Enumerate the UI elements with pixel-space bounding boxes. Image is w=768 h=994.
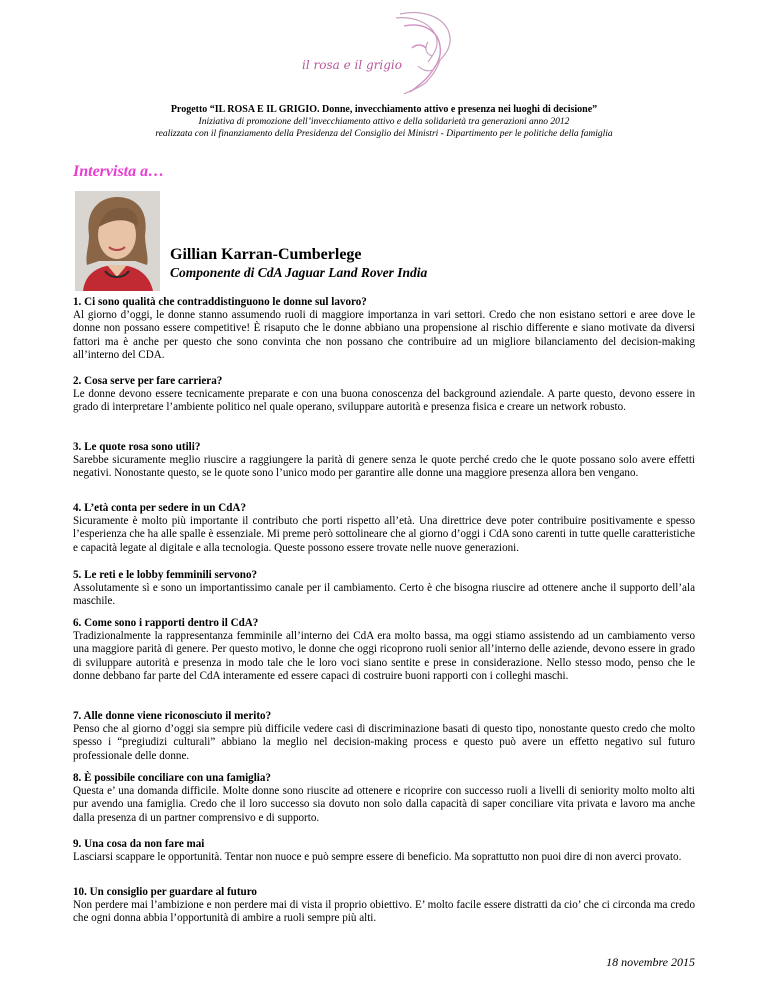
qa-block [73, 569, 695, 609]
answer: Non perdere mai l’ambizione e non perdere mai di vista il proprio obiettivo. E’ molto facile essere distratti da cio’ che ci circonda ma credo che ogni donna abbia l’opportunità di ambire a ruoli sempre più alti. [73, 899, 695, 925]
project-funding-note: realizzata con il finanziamento della Presidenza del Consiglio dei Ministri - Dipartimento per le politiche della famiglia [155, 129, 613, 139]
answer: Tradizionalmente la rappresentanza femminile all’interno dei CdA era molto bassa, ma oggi stiamo assistendo ad un cambiamento verso una maggiore parità di genere. Per questo motivo, le donne che oggi ricoprono ruoli senior all’interno delle aziende, devono essere in grado di sviluppare autorità e presenza in modo tale che le loro voci siano sentite e prese in considerazione. Nello stesso modo, penso che le donne debbano far parte del CdA interamente ed essere capaci di costruire buoni rapporti con i colleghi maschi. [73, 630, 695, 682]
qa-block [73, 710, 695, 763]
question: 9. Una cosa da non fare mai [73, 838, 205, 850]
qa-block [73, 838, 695, 864]
answer: Sicuramente è molto più importante il contributo che porti rispetto all’età. Una direttrice deve poter contribuire positivamente e spesso l’esperienza che ha alle spalle è essenziale. Mi preme però sottolineare che al giorno d’oggi i CdA sono carenti in tutte quelle caratteristiche e capacità legate al digitale e alla tecnologia. Queste possono essere trovate nelle nuove generazioni. [73, 515, 695, 554]
answer: Al giorno d’oggi, le donne stanno assumendo ruoli di maggiore importanza in vari settori. Credo che non esistano settori e aree dove le donne non possano essere competitive! È risaputo che le donne abbiano una propensione al rischio differente e siano motivate da diversi fattori ma è anche per questo che sono convinta che non possano che contribuire ad un migliore bilanciamento del decision-making all’interno del CDA. [73, 309, 695, 361]
question: 6. Come sono i rapporti dentro il CdA? [73, 617, 259, 629]
question: 10. Un consiglio per guardare al futuro [73, 886, 257, 898]
answer: Penso che al giorno d’oggi sia sempre più difficile vedere casi di discriminazione basati di questo tipo, nonostante questo credo che molto spesso i “pregiudizi culturali” abbiano la meglio nel decision-making process e questo può avere un effetto negativo sul futuro professionale delle donne. [73, 723, 695, 762]
document-date: 18 novembre 2015 [606, 955, 695, 969]
question: 8. È possibile conciliare con una famiglia? [73, 772, 271, 784]
interviewee-name: Gillian Karran-Cumberlege [170, 246, 362, 263]
answer: Lasciarsi scappare le opportunità. Tentar non nuoce e può sempre essere di beneficio. Ma soprattutto non puoi dire di non averci provato. [73, 851, 682, 864]
woman-profile-logo-icon [300, 8, 470, 100]
interviewee-role: Componente di CdA Jaguar Land Rover India [170, 265, 428, 280]
question: 1. Ci sono qualità che contraddistinguono le donne sul lavoro? [73, 296, 367, 308]
answer: Questa e’ una domanda difficile. Molte donne sono riuscite ad ottenere e ricoprire con successo ruoli a livelli di seniority molto molto alti pur avendo una famiglia. Credo che il loro successo sia dovuto non solo dalla capacità di saper conciliare vita privata e lavoro ma anche dalla presenza di un partner comprensivo e di supporto. [73, 785, 695, 824]
portrait-photo [75, 191, 160, 291]
section-title: Intervista a… [73, 163, 165, 180]
qa-block [73, 375, 695, 415]
question: 3. Le quote rosa sono utili? [73, 441, 201, 453]
qa-block [73, 296, 695, 362]
project-title: Progetto “IL ROSA E IL GRIGIO. Donne, invecchiamento attivo e presenza nei luoghi di decisione” [170, 104, 598, 115]
question: 7. Alle donne viene riconosciuto il merito? [73, 710, 272, 722]
qa-block [73, 441, 695, 481]
project-subtitle: Iniziativa di promozione dell’invecchiamento attivo e della solidarietà tra generazioni anno 2012 [198, 117, 570, 127]
qa-block [73, 772, 695, 825]
answer: Le donne devono essere tecnicamente preparate e con una buona conoscenza del background aziendale. A parte questo, devono essere in grado di interpretare l’ambiente politico nel quale operano, sviluppare autorità e presenza fisica e creare un network robusto. [73, 388, 695, 414]
question: 2. Cosa serve per fare carriera? [73, 375, 223, 387]
qa-block [73, 886, 695, 926]
answer: Assolutamente sì e sono un importantissimo canale per il cambiamento. Certo è che bisogna riuscire ad ottenere anche il supporto dell’ala maschile. [73, 582, 695, 608]
question: 5. Le reti e le lobby femminili servono? [73, 569, 258, 581]
answer: Sarebbe sicuramente meglio riuscire a raggiungere la parità di genere senza le quote perché credo che le quote possano solo avere effetti negativi. Nonostante questo, se le quote sono l’unico modo per garantire alle donne una maggiore presenza allora ben vengano. [73, 454, 695, 480]
qa-block [73, 502, 695, 555]
question: 4. L’età conta per sedere in un CdA? [73, 502, 246, 514]
qa-block [73, 617, 695, 683]
logo-text: il rosa e il grigio [302, 58, 402, 72]
project-logo [300, 8, 470, 100]
